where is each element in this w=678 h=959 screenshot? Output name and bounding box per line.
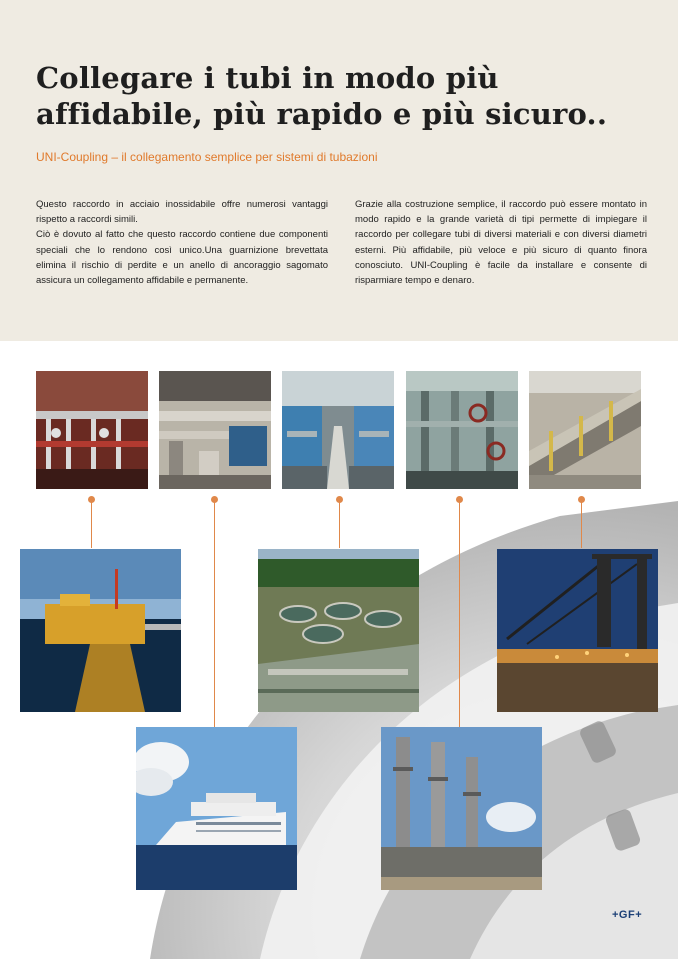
photo-plant-corridor xyxy=(282,371,394,489)
connector-line xyxy=(581,500,582,548)
paragraph: Grazie alla costruzione semplice, il raccordo può essere montato in modo rapido e la grande varietà di tipi permette di impiegare il raccordo per collegare tubi di diversi materiali e con diversi diametri esterni. Più affidabile, più veloce e più sicuro di quanto finora conosciuto. UNI-Coupling è facile da installare e consente di risparmiare tempo e denaro. xyxy=(355,199,647,287)
page-title: Collegare i tubi in modo più affidabile, più rapido e più sicuro.. xyxy=(36,61,608,131)
photo-offshore-platform xyxy=(20,549,181,712)
photo-pipe-hall-blue xyxy=(159,371,271,489)
photo-refinery xyxy=(381,727,542,890)
photo-bucket-wheel-excavator xyxy=(497,549,658,712)
photo-water-treatment xyxy=(258,549,419,712)
gf-logo: +GF+ xyxy=(612,909,643,921)
connector-line xyxy=(91,500,92,548)
photo-conveyor-mine xyxy=(529,371,641,489)
photo-cruise-ship xyxy=(136,727,297,890)
text-column-right xyxy=(355,197,647,288)
paragraph: Questo raccordo in acciaio inossidabile offre numerosi vantaggi rispetto a raccordi simili. xyxy=(36,199,328,226)
photo-piping-valves-red xyxy=(36,371,148,489)
header-panel xyxy=(0,0,678,341)
photo-valves-wheels xyxy=(406,371,518,489)
text-column-left xyxy=(36,197,328,288)
connector-line xyxy=(214,500,215,728)
paragraph: Ciò è dovuto al fatto che questo raccordo contiene due componenti speciali che lo rendono così unico.Una guarnizione brevettata elimina il rischio di perdite e un anello di ancoraggio sagomato assicura un collegamento affidabile e permanente. xyxy=(36,229,328,287)
connector-line xyxy=(339,500,340,548)
connector-line xyxy=(459,500,460,728)
page-subtitle: UNI-Coupling – il collegamento semplice per sistemi di tubazioni xyxy=(36,150,378,164)
